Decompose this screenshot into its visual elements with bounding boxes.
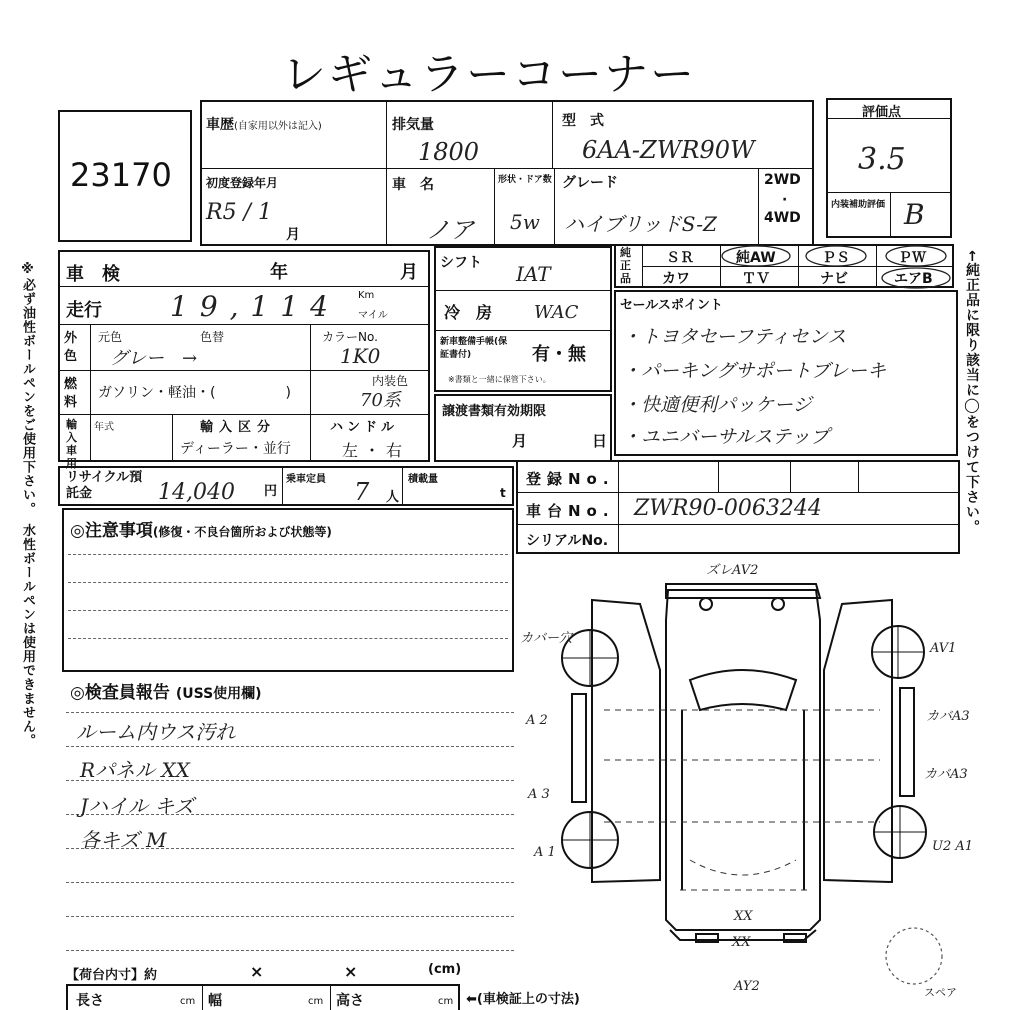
left-side-note: ※必ず油性ボールペンをご使用下さい。 水性ボールペンは使用できません。: [20, 262, 35, 748]
sales-point-3: ・快適便利パッケージ: [622, 394, 812, 416]
mark-av1: AV1: [930, 641, 957, 656]
serial-label: シリアルNo.: [526, 533, 609, 549]
mark-a3-left: A 3: [528, 787, 550, 802]
fuel-value: ガソリン・軽油・( ): [98, 385, 291, 401]
color-label: 外色: [64, 331, 78, 364]
reg-no-label: 登録No.: [526, 470, 615, 488]
car-history-note: (自家用以外は記入): [234, 121, 322, 132]
inspector-line-1: ルーム内ウス汚れ: [76, 720, 236, 744]
cargo-cm-2: cm: [308, 996, 324, 1007]
drive-2wd: 2WD: [764, 172, 801, 188]
inspector-line-4: 各キズ M: [80, 828, 167, 852]
mark-a2: A 2: [526, 713, 548, 728]
color-value: グレー →: [110, 348, 198, 369]
first-reg-value: R5 / 1: [206, 200, 272, 225]
inspector-label: [70, 678, 262, 703]
lot-number: 23170: [70, 156, 172, 194]
fuel-label: 燃料: [64, 377, 78, 410]
opt-ps: ＰＳ: [822, 250, 850, 266]
opt-aw: 純AW: [736, 250, 776, 266]
capacity-label: 乗車定員: [286, 474, 326, 485]
mileage-mile: マイル: [358, 310, 388, 321]
sales-point-1: ・トヨタセーフティセンス: [622, 326, 847, 348]
genuine-options-label: 純正品: [620, 246, 631, 285]
interior-color-label: 内装色: [372, 374, 409, 388]
rating-value: 3.5: [858, 142, 906, 177]
mark-top: ズレAV2: [706, 563, 759, 578]
grade-value: ハイブリッドS-Z: [564, 212, 717, 236]
aircon-value: WAC: [534, 302, 579, 323]
inspection-month: 月: [400, 262, 418, 283]
notes-title: ◎注意事項: [70, 521, 153, 541]
mark-a1-left: A 1: [534, 845, 556, 860]
vehicle-details-grid: [58, 250, 430, 470]
cargo-label: 【荷台内寸】約: [66, 968, 158, 983]
registration-box: [516, 460, 960, 554]
load-label: 積載量: [408, 474, 438, 485]
shift-label: シフト: [440, 255, 482, 271]
inspector-sub: (USS使用欄): [175, 686, 262, 702]
cargo-x2: ×: [344, 962, 358, 981]
spare-tire-circle: [886, 928, 942, 984]
rating-box: [826, 98, 952, 238]
car-name-value: ノア: [426, 216, 474, 244]
inspection-label: 車 検: [66, 264, 120, 285]
cargo-dimensions: [66, 984, 460, 1010]
first-reg-unit: 月: [286, 227, 300, 243]
doors-label: 形状・ドア数: [498, 175, 552, 185]
recycle-value: 14,040: [158, 480, 235, 505]
color-change-label: 色替: [200, 330, 225, 344]
mileage-label: 走行: [66, 300, 102, 321]
inspector-line-3: Jハイル キズ: [80, 794, 194, 818]
interior-rating-label: 内装補助評価: [831, 200, 886, 210]
cargo-len: 長さ: [76, 993, 104, 1009]
drive-4wd: 4WD: [764, 210, 801, 226]
mark-cover-a3-1: カバA3: [926, 709, 970, 724]
cargo-cm-1: cm: [180, 996, 196, 1007]
import-year-label: 年式: [94, 422, 114, 433]
opt-pw: ＰＷ: [898, 250, 926, 266]
aircon-label: 冷 房: [444, 303, 493, 322]
option-circles: [616, 246, 956, 290]
chassis-value: ZWR90-0063244: [634, 496, 822, 521]
opt-kawa: カワ: [662, 271, 690, 287]
transfer-label: 譲渡書類有効期限: [442, 404, 547, 419]
model-value: 6AA-ZWR90W: [582, 136, 755, 164]
notes-label: [70, 516, 332, 541]
spare-label: スペア: [924, 986, 957, 999]
color-code-value: 1K0: [340, 344, 381, 368]
handle-label: ハンドル: [330, 420, 399, 435]
mark-cover-a3-2: カバA3: [924, 767, 968, 782]
sales-points-label: セールスポイント: [620, 298, 723, 313]
grade-label: グレード: [562, 175, 618, 191]
sales-points-box: [614, 290, 958, 456]
capacity-unit: 人: [386, 490, 400, 505]
interior-color-value: 70系: [360, 390, 401, 411]
mark-ay2: AY2: [734, 979, 760, 994]
first-reg-label: 初度登録年月: [206, 176, 279, 190]
sales-point-4: ・ユニバーサルステップ: [622, 426, 830, 448]
inspector-line-2: Rパネル XX: [80, 758, 190, 782]
transfer-docs-box: [434, 394, 612, 462]
color-orig-label: 元色: [98, 330, 123, 344]
mileage-km: Km: [358, 290, 375, 301]
car-history-label: 車歴: [206, 117, 234, 133]
cargo-cm-3: cm: [438, 996, 454, 1007]
right-side-note: ←純正品に限り該当に◯をつけて下さい。: [964, 250, 980, 535]
load-unit: t: [500, 486, 506, 500]
mark-xx-2: XX: [732, 935, 751, 950]
import-class-value: ディーラー・並行: [180, 441, 291, 457]
recycle-unit: 円: [264, 484, 278, 499]
chassis-label: 車台No.: [526, 502, 615, 520]
lot-number-box: [58, 110, 192, 242]
genuine-options: [614, 244, 954, 288]
notes-sub: (修復・不良台箇所および状態等): [152, 525, 332, 539]
inspector-title: ◎検査員報告: [70, 683, 170, 703]
shift-value: IAT: [516, 262, 551, 286]
opt-tv: ＴＶ: [742, 271, 770, 287]
capacity-value: 7: [354, 478, 370, 506]
import-class-label: 輸入区分: [200, 420, 277, 435]
manual-note: ※書類と一緒に保管下さい。: [448, 375, 551, 384]
recycle-box: [58, 466, 514, 506]
notes-box: [62, 508, 514, 672]
handle-value: 左・右: [342, 441, 409, 460]
mark-xx-1: XX: [734, 909, 753, 924]
shift-aircon-box: [434, 246, 612, 392]
vehicle-info-top: 車歴(自家用以外は記入) 排気量 1800 型 式 6AA-ZWR90W 初度登録年月 R5 / 1 月 車 名 ノア 形状・ドア数 5w グレード ハイブリッドS-Z 2WD · 4WD: [200, 100, 814, 246]
mileage-value: 19,114: [170, 290, 340, 323]
opt-sr: ＳＲ: [666, 250, 694, 266]
mark-u2-a1: U2 A1: [932, 839, 974, 854]
manual-label: 新車整備手帳(保証書付): [440, 337, 508, 360]
displacement-value: 1800: [418, 138, 480, 166]
cargo-x1: ×: [250, 962, 264, 981]
page-title: レギュラーコーナー: [282, 49, 696, 100]
model-label: 型 式: [562, 113, 604, 129]
car-damage-diagram: [520, 560, 974, 1000]
doors-value: 5w: [510, 210, 540, 234]
sales-point-2: ・パーキングサポートブレーキ: [622, 360, 887, 382]
car-name-label: 車 名: [392, 177, 434, 193]
color-code-label: カラーNo.: [322, 330, 378, 344]
cargo-hei: 高さ: [336, 993, 364, 1009]
manual-value: 有・無: [532, 344, 586, 365]
transfer-day: 日: [592, 432, 608, 450]
opt-airbag: エアB: [894, 271, 933, 287]
cargo-wid: 幅: [208, 993, 222, 1009]
inspection-year: 年: [270, 262, 288, 283]
rating-label: 評価点: [862, 105, 902, 120]
interior-rating-value: B: [904, 198, 925, 231]
cargo-unit: (cm): [428, 962, 462, 977]
cargo-note: ⬅(車検証上の寸法): [466, 992, 580, 1007]
transfer-month: 月: [512, 432, 528, 450]
displacement-label: 排気量: [392, 117, 434, 133]
opt-navi: ナビ: [820, 271, 848, 287]
import-label: 輸入車用: [66, 418, 77, 470]
recycle-label: リサイクル預託金: [66, 470, 143, 501]
mark-cover-hole: カバー穴: [520, 631, 573, 646]
